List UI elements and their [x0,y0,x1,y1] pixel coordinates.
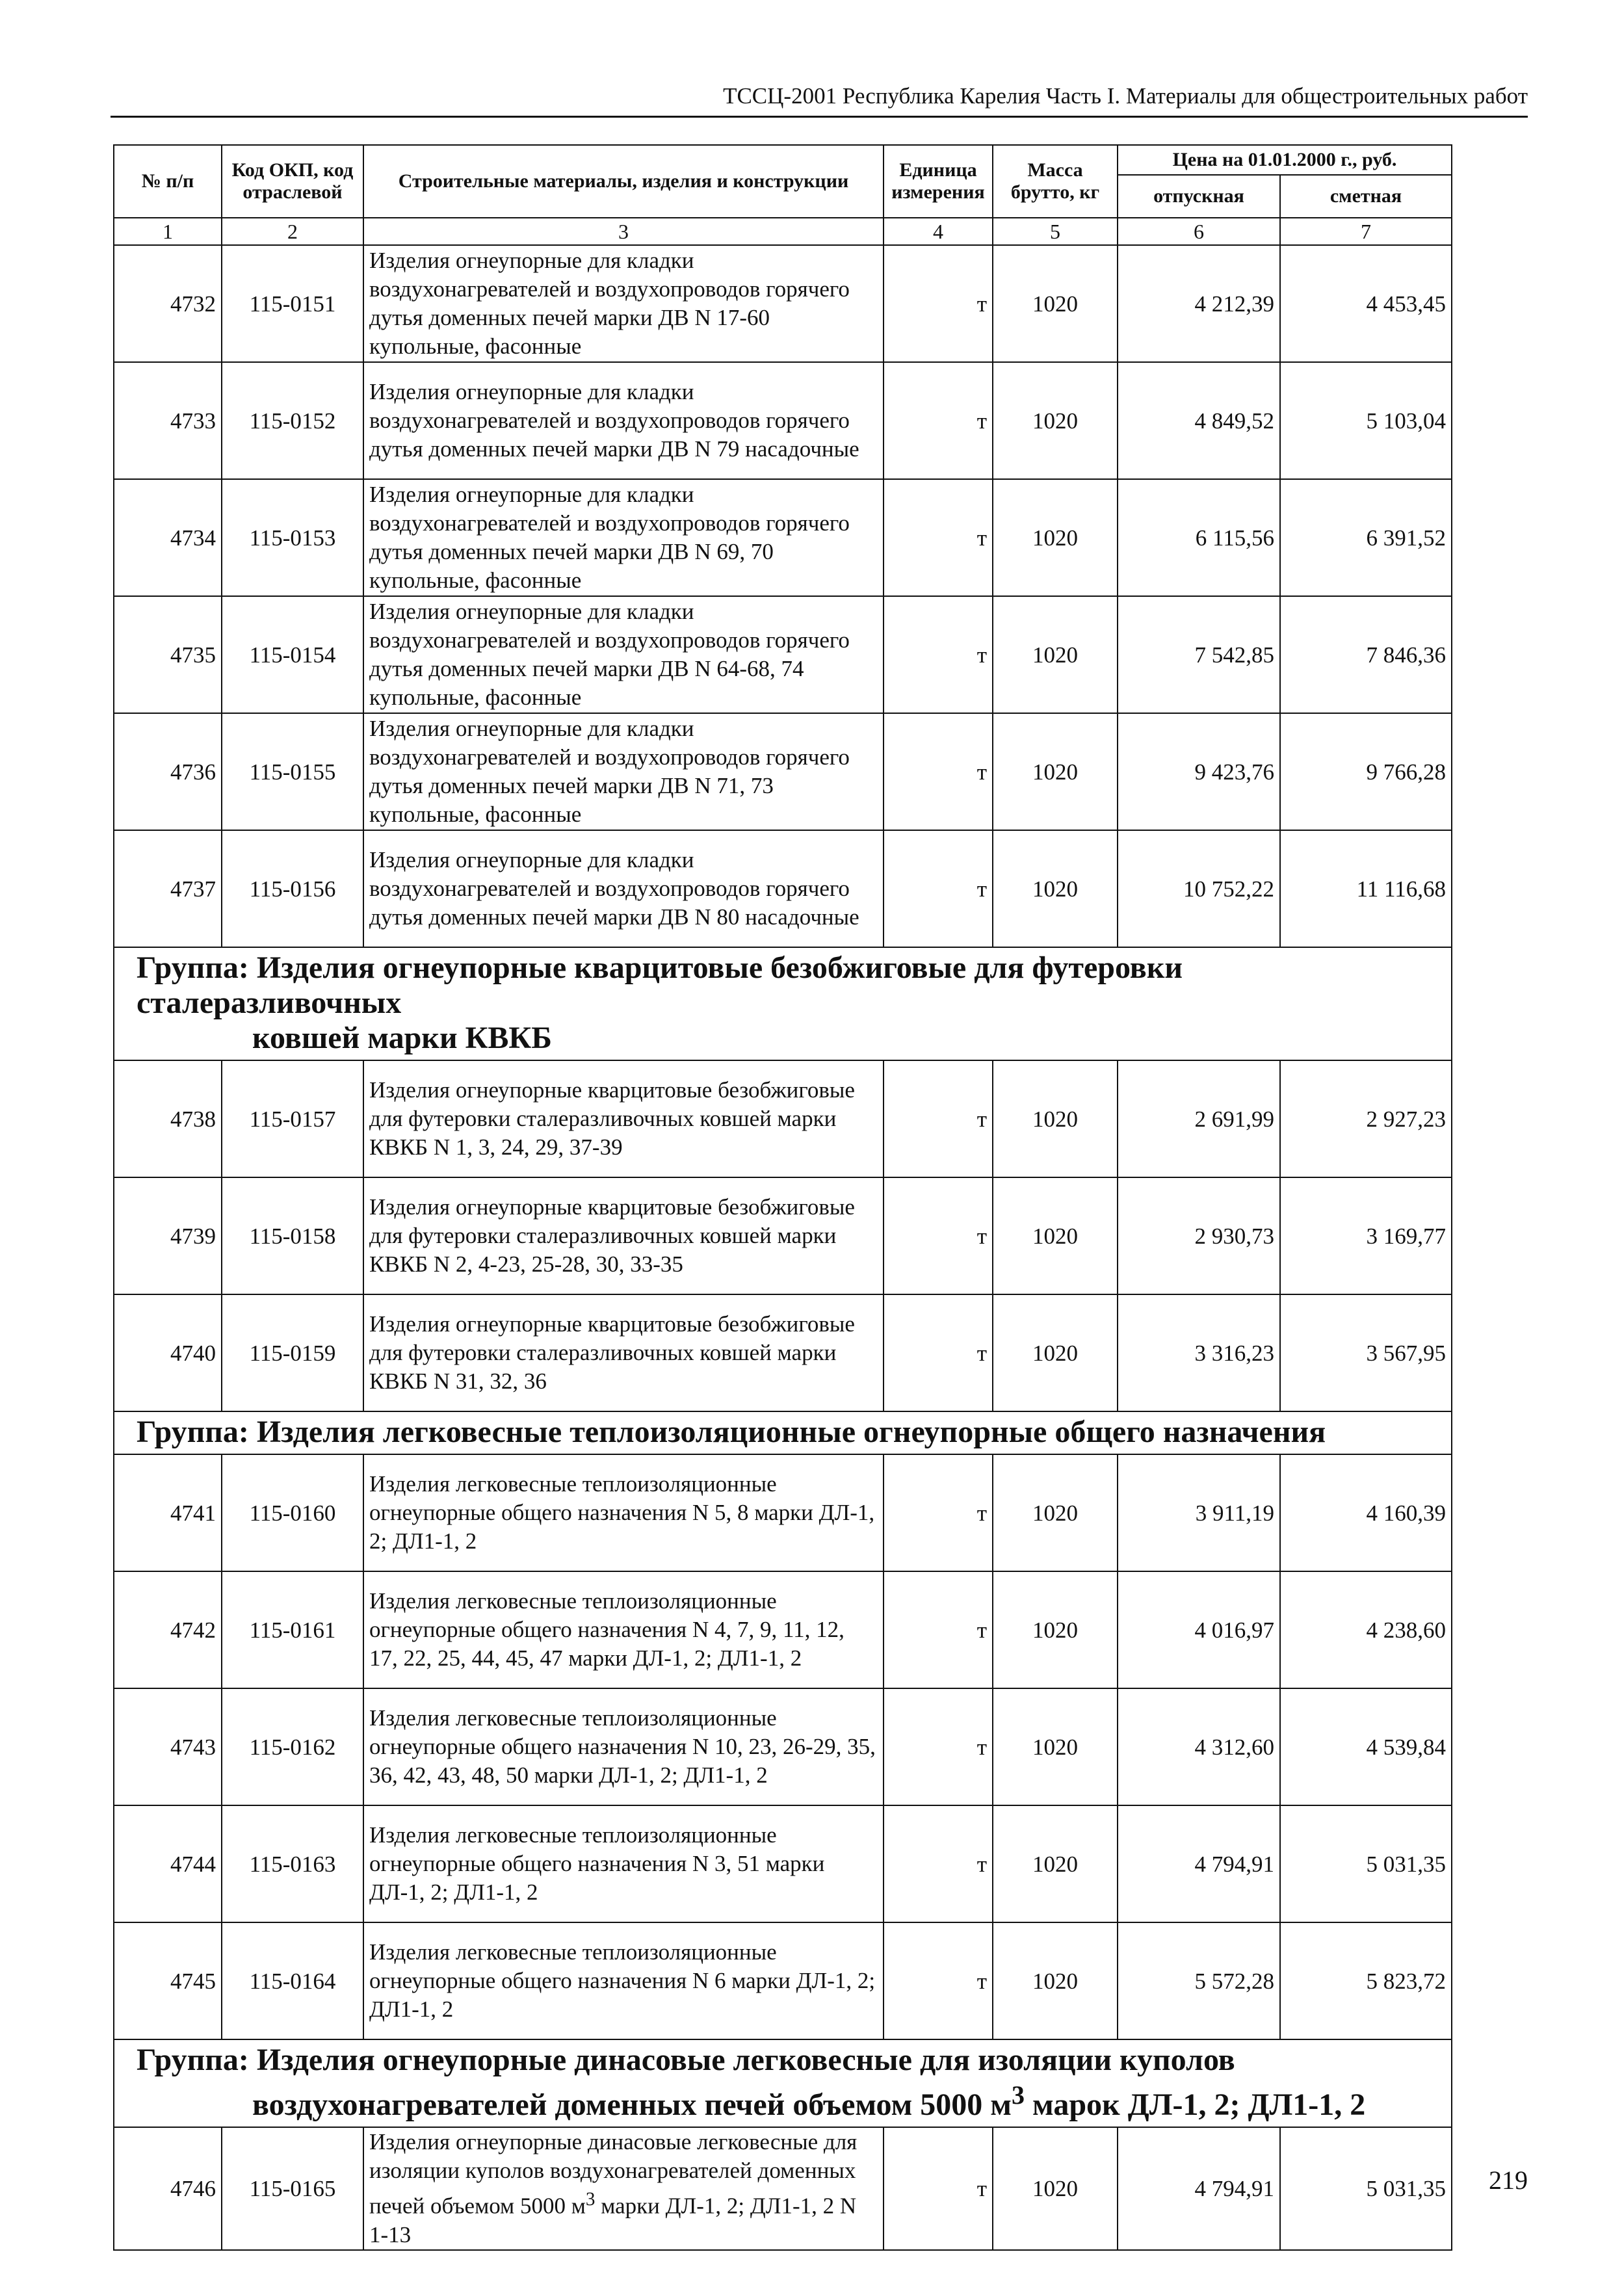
row-mass: 1020 [993,1294,1118,1411]
row-description: Изделия огнеупорные для кладки воздухонагревателей и воздухопроводов горячего дутья доменных печей марки ДВ N 80 насадочные [363,830,884,947]
row-description: Изделия легковесные теплоизоляционные огнеупорные общего назначения N 6 марки ДЛ-1, 2; ДЛ1-1, 2 [363,1922,884,2039]
table-row [114,713,1452,830]
column-numbers-row [114,218,1452,245]
row-description: Изделия огнеупорные для кладки воздухонагревателей и воздухопроводов горячего дутья доменных печей марки ДВ N 71, 73 купольные, фасонные [363,713,884,830]
table-row [114,596,1452,713]
table-row [114,1454,1452,1571]
page-header [111,83,1528,118]
group-heading [114,947,1452,1060]
row-code: 115-0153 [222,479,363,596]
row-mass: 1020 [993,713,1118,830]
row-description: Изделия огнеупорные кварцитовые безобжиговые для футеровки сталеразливочных ковшей марки КВКБ N 2, 4-23, 25-28, 30, 33-35 [363,1177,884,1294]
row-code: 115-0163 [222,1805,363,1922]
row-price-estimate: 5 031,35 [1280,2127,1452,2250]
row-price-estimate: 4 238,60 [1280,1571,1452,1688]
row-price-release: 2 691,99 [1118,1060,1280,1177]
group-heading-row [114,947,1452,1060]
row-unit: т [884,1294,993,1411]
group-heading-line: Группа: Изделия огнеупорные кварцитовые безобжиговые для футеровки сталеразливочных [137,950,1183,1020]
row-price-release: 4 212,39 [1118,245,1280,362]
col-header-price: Цена на 01.01.2000 г., руб. [1118,145,1452,175]
column-number: 6 [1118,218,1280,245]
row-description: Изделия огнеупорные для кладки воздухонагревателей и воздухопроводов горячего дутья доменных печей марки ДВ N 64-68, 74 купольные, фасонные [363,596,884,713]
row-price-estimate: 3 567,95 [1280,1294,1452,1411]
row-number: 4743 [114,1688,222,1805]
header-title: ТССЦ-2001 Республика Карелия Часть I. Материалы для общестроительных работ [723,83,1528,109]
row-description: Изделия легковесные теплоизоляционные огнеупорные общего назначения N 3, 51 марки ДЛ-1, 2; ДЛ1-1, 2 [363,1805,884,1922]
row-price-release: 4 849,52 [1118,362,1280,479]
column-number: 5 [993,218,1118,245]
superscript-three: 3 [1011,2080,1025,2110]
col-header-unit: Единица измерения [884,145,993,218]
row-number: 4736 [114,713,222,830]
column-number: 3 [363,218,884,245]
row-description: Изделия легковесные теплоизоляционные огнеупорные общего назначения N 10, 23, 26-29, 35, 36, 42, 43, 48, 50 марки ДЛ-1, 2; ДЛ1-1, 2 [363,1688,884,1805]
table-row [114,1805,1452,1922]
row-code: 115-0154 [222,596,363,713]
group-heading-line [137,2078,1445,2123]
row-price-estimate: 7 846,36 [1280,596,1452,713]
price-table-body [114,218,1452,2250]
row-code: 115-0165 [222,2127,363,2250]
row-description: Изделия легковесные теплоизоляционные огнеупорные общего назначения N 4, 7, 9, 11, 12, 17, 22, 25, 44, 45, 47 марки ДЛ-1, 2; ДЛ1-1, 2 [363,1571,884,1688]
row-mass: 1020 [993,245,1118,362]
row-mass: 1020 [993,1060,1118,1177]
row-price-release: 3 316,23 [1118,1294,1280,1411]
row-code: 115-0160 [222,1454,363,1571]
row-price-release: 4 794,91 [1118,2127,1280,2250]
row-number: 4739 [114,1177,222,1294]
row-number: 4745 [114,1922,222,2039]
row-price-estimate: 4 539,84 [1280,1688,1452,1805]
table-row [114,479,1452,596]
group-heading [114,2039,1452,2127]
col-header-mass: Масса брутто, кг [993,145,1118,218]
row-mass: 1020 [993,1177,1118,1294]
group-heading-line: Группа: Изделия легковесные теплоизоляционные огнеупорные общего назначения [137,1415,1326,1449]
row-mass: 1020 [993,1454,1118,1571]
row-mass: 1020 [993,479,1118,596]
table-row [114,245,1452,362]
row-number: 4733 [114,362,222,479]
row-code: 115-0151 [222,245,363,362]
row-price-release: 5 572,28 [1118,1922,1280,2039]
row-price-release: 9 423,76 [1118,713,1280,830]
row-number: 4746 [114,2127,222,2250]
row-price-estimate: 5 823,72 [1280,1922,1452,2039]
row-mass: 1020 [993,1922,1118,2039]
price-table [113,144,1452,2251]
group-heading-row [114,1411,1452,1454]
row-price-release: 4 794,91 [1118,1805,1280,1922]
row-code: 115-0152 [222,362,363,479]
table-row [114,1177,1452,1294]
column-number: 1 [114,218,222,245]
table-row [114,1294,1452,1411]
table-row [114,2127,1452,2250]
row-unit: т [884,1454,993,1571]
table-row [114,830,1452,947]
row-price-estimate: 4 160,39 [1280,1454,1452,1571]
row-unit: т [884,1060,993,1177]
row-mass: 1020 [993,596,1118,713]
row-unit: т [884,479,993,596]
group-heading-line: Группа: Изделия огнеупорные динасовые легковесные для изоляции куполов [137,2043,1235,2077]
superscript-three: 3 [585,2189,596,2210]
row-unit: т [884,713,993,830]
row-description-text: марки ДЛ-1, 2; ДЛ1-1, 2 N 1-13 [369,2193,857,2247]
row-price-estimate: 5 103,04 [1280,362,1452,479]
table-row [114,1571,1452,1688]
row-price-release: 4 312,60 [1118,1688,1280,1805]
row-price-release: 3 911,19 [1118,1454,1280,1571]
price-table-wrap [113,144,1451,2251]
col-header-code: Код ОКП, код отраслевой [222,145,363,218]
row-code: 115-0157 [222,1060,363,1177]
row-unit: т [884,362,993,479]
col-header-price-estimate: сметная [1280,175,1452,218]
row-price-estimate: 3 169,77 [1280,1177,1452,1294]
row-price-release: 10 752,22 [1118,830,1280,947]
group-heading-text: марок ДЛ-1, 2; ДЛ1-1, 2 [1024,2088,1366,2122]
row-code: 115-0159 [222,1294,363,1411]
row-description: Изделия огнеупорные для кладки воздухонагревателей и воздухопроводов горячего дутья доменных печей марки ДВ N 69, 70 купольные, фасонные [363,479,884,596]
row-price-release: 4 016,97 [1118,1571,1280,1688]
row-number: 4732 [114,245,222,362]
row-price-release: 6 115,56 [1118,479,1280,596]
column-number: 7 [1280,218,1452,245]
row-number: 4740 [114,1294,222,1411]
row-number: 4744 [114,1805,222,1922]
row-description: Изделия легковесные теплоизоляционные огнеупорные общего назначения N 5, 8 марки ДЛ-1, 2; ДЛ1-1, 2 [363,1454,884,1571]
page-number: 219 [1489,2166,1528,2195]
row-unit: т [884,1922,993,2039]
col-header-name: Строительные материалы, изделия и конструкции [363,145,884,218]
group-heading-row [114,2039,1452,2127]
row-description: Изделия огнеупорные для кладки воздухонагревателей и воздухопроводов горячего дутья доменных печей марки ДВ N 79 насадочные [363,362,884,479]
row-code: 115-0164 [222,1922,363,2039]
row-price-estimate: 2 927,23 [1280,1060,1452,1177]
row-price-release: 2 930,73 [1118,1177,1280,1294]
group-heading [114,1411,1452,1454]
row-price-estimate: 5 031,35 [1280,1805,1452,1922]
row-mass: 1020 [993,1571,1118,1688]
row-code: 115-0156 [222,830,363,947]
row-number: 4742 [114,1571,222,1688]
row-price-estimate: 6 391,52 [1280,479,1452,596]
row-price-estimate: 9 766,28 [1280,713,1452,830]
col-header-price-release: отпускная [1118,175,1280,218]
table-row [114,1922,1452,2039]
row-mass: 1020 [993,1805,1118,1922]
row-number: 4737 [114,830,222,947]
row-unit: т [884,830,993,947]
row-description: Изделия огнеупорные для кладки воздухонагревателей и воздухопроводов горячего дутья доменных печей марки ДВ N 17-60 купольные, фасонные [363,245,884,362]
row-description-text: Изделия огнеупорные динасовые легковесные для изоляции куполов воздухонагревателей доменных печей объемом 5000 м [369,2129,858,2219]
row-unit: т [884,245,993,362]
group-heading-text: воздухонагревателей доменных печей объемом 5000 м [252,2088,1012,2122]
row-description: Изделия огнеупорные кварцитовые безобжиговые для футеровки сталеразливочных ковшей марки КВКБ N 31, 32, 36 [363,1294,884,1411]
table-row [114,1688,1452,1805]
row-price-estimate: 11 116,68 [1280,830,1452,947]
row-number: 4734 [114,479,222,596]
row-number: 4738 [114,1060,222,1177]
row-price-release: 7 542,85 [1118,596,1280,713]
row-code: 115-0158 [222,1177,363,1294]
row-mass: 1020 [993,1688,1118,1805]
row-unit: т [884,1805,993,1922]
column-number: 4 [884,218,993,245]
row-code: 115-0161 [222,1571,363,1688]
table-row [114,1060,1452,1177]
col-header-num: № п/п [114,145,222,218]
row-number: 4741 [114,1454,222,1571]
row-unit: т [884,1688,993,1805]
row-unit: т [884,1177,993,1294]
row-code: 115-0162 [222,1688,363,1805]
row-code: 115-0155 [222,713,363,830]
row-number: 4735 [114,596,222,713]
row-mass: 1020 [993,830,1118,947]
row-price-estimate: 4 453,45 [1280,245,1452,362]
row-unit: т [884,1571,993,1688]
row-mass: 1020 [993,2127,1118,2250]
row-unit: т [884,2127,993,2250]
row-description [363,2127,884,2250]
row-mass: 1020 [993,362,1118,479]
column-number: 2 [222,218,363,245]
group-heading-line: ковшей марки КВКБ [252,1021,552,1055]
row-unit: т [884,596,993,713]
table-row [114,362,1452,479]
row-description: Изделия огнеупорные кварцитовые безобжиговые для футеровки сталеразливочных ковшей марки КВКБ N 1, 3, 24, 29, 37-39 [363,1060,884,1177]
